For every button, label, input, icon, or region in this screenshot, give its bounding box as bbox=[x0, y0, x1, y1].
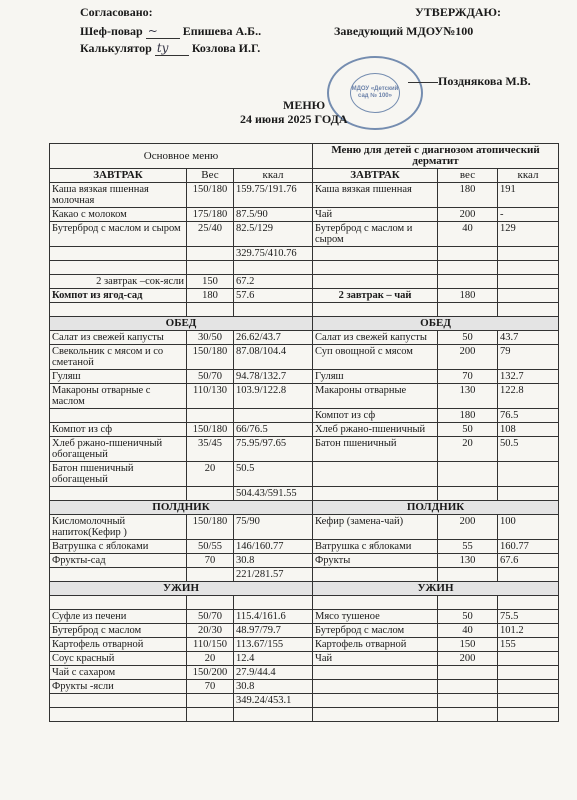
table-cell: 200 bbox=[438, 515, 498, 540]
table-row bbox=[50, 222, 559, 247]
table-cell bbox=[498, 568, 559, 582]
column-header-row bbox=[50, 169, 559, 183]
table-cell: Чай bbox=[313, 208, 438, 222]
table-cell: Бутерброд с маслом bbox=[50, 624, 187, 638]
table-cell: 50/70 bbox=[187, 610, 234, 624]
table-cell: Салат из свежей капусты bbox=[50, 331, 187, 345]
table-cell bbox=[498, 487, 559, 501]
chef-label: Шеф-повар bbox=[80, 24, 143, 38]
dinner-title-right: УЖИН bbox=[313, 582, 559, 596]
table-cell: 20 bbox=[187, 462, 234, 487]
table-cell: Гуляш bbox=[313, 370, 438, 384]
menu-table bbox=[49, 143, 559, 722]
table-cell bbox=[313, 261, 438, 275]
director-name: Позднякова М.В. bbox=[438, 74, 531, 88]
table-row bbox=[50, 208, 559, 222]
table-cell bbox=[50, 708, 187, 722]
table-cell bbox=[498, 652, 559, 666]
table-cell: 48.97/79.7 bbox=[234, 624, 313, 638]
table-cell: 66/76.5 bbox=[234, 423, 313, 437]
table-cell bbox=[438, 666, 498, 680]
table-cell: 115.4/161.6 bbox=[234, 610, 313, 624]
table-row bbox=[50, 666, 559, 680]
menu-title: МЕНЮ bbox=[283, 98, 326, 112]
approved-label: Согласовано: bbox=[80, 5, 153, 19]
table-cell: Макароны отварные bbox=[313, 384, 438, 409]
table-cell: 70 bbox=[187, 554, 234, 568]
table-cell: Ватрушка с яблоками bbox=[313, 540, 438, 554]
table-cell: 87.08/104.4 bbox=[234, 345, 313, 370]
table-cell bbox=[438, 247, 498, 261]
table-cell: Фрукты -ясли bbox=[50, 680, 187, 694]
table-cell bbox=[498, 680, 559, 694]
table-cell bbox=[438, 261, 498, 275]
snack-section-header bbox=[50, 501, 559, 515]
table-cell bbox=[498, 708, 559, 722]
table-cell: 504.43/591.55 bbox=[234, 487, 313, 501]
table-cell bbox=[313, 275, 438, 289]
table-cell: 100 bbox=[498, 515, 559, 540]
table-cell: Какао с молоком bbox=[50, 208, 187, 222]
table-cell bbox=[234, 261, 313, 275]
table-row bbox=[50, 652, 559, 666]
table-cell: 108 bbox=[498, 423, 559, 437]
col-header-diet-kcal: ккал bbox=[498, 169, 559, 183]
table-row bbox=[50, 409, 559, 423]
table-cell: Свекольник с мясом и со сметаной bbox=[50, 345, 187, 370]
table-cell bbox=[438, 462, 498, 487]
table-cell: 75/90 bbox=[234, 515, 313, 540]
table-cell: Батон пшеничный bbox=[313, 437, 438, 462]
table-cell: Чай с сахаром bbox=[50, 666, 187, 680]
chef-signature: ~ bbox=[146, 28, 180, 39]
table-cell: 50 bbox=[438, 331, 498, 345]
table-cell: Суфле из печени bbox=[50, 610, 187, 624]
table-row bbox=[50, 462, 559, 487]
table-cell: 79 bbox=[498, 345, 559, 370]
table-row bbox=[50, 624, 559, 638]
table-cell: 101.2 bbox=[498, 624, 559, 638]
table-cell bbox=[313, 680, 438, 694]
table-cell bbox=[313, 247, 438, 261]
director-label: Заведующий МДОУ№100 bbox=[334, 24, 474, 38]
table-cell: 110/150 bbox=[187, 638, 234, 652]
confirm-label: УТВЕРЖДАЮ: bbox=[415, 5, 502, 19]
table-cell: 200 bbox=[438, 345, 498, 370]
table-row bbox=[50, 275, 559, 289]
table-cell bbox=[234, 708, 313, 722]
table-cell: 70 bbox=[438, 370, 498, 384]
table-cell: 87.5/90 bbox=[234, 208, 313, 222]
table-row bbox=[50, 289, 559, 303]
table-row bbox=[50, 261, 559, 275]
table-cell bbox=[498, 666, 559, 680]
table-cell: 180 bbox=[438, 409, 498, 423]
table-cell bbox=[187, 247, 234, 261]
table-cell bbox=[498, 275, 559, 289]
table-row bbox=[50, 554, 559, 568]
table-cell: 76.5 bbox=[498, 409, 559, 423]
table-cell: 27.9/44.4 bbox=[234, 666, 313, 680]
table-cell: 122.8 bbox=[498, 384, 559, 409]
table-cell bbox=[187, 303, 234, 317]
table-cell: 50/70 bbox=[187, 370, 234, 384]
table-cell: 150 bbox=[438, 638, 498, 652]
table-row bbox=[50, 596, 559, 610]
table-cell: 75.95/97.65 bbox=[234, 437, 313, 462]
table-cell: 200 bbox=[438, 652, 498, 666]
table-cell: 130 bbox=[438, 384, 498, 409]
table-cell: 40 bbox=[438, 624, 498, 638]
table-cell: 40 bbox=[438, 222, 498, 247]
table-cell: Картофель отварной bbox=[50, 638, 187, 652]
table-cell: 150/200 bbox=[187, 666, 234, 680]
table-row bbox=[50, 384, 559, 409]
table-cell: 26.62/43.7 bbox=[234, 331, 313, 345]
table-cell bbox=[498, 247, 559, 261]
table-cell: Мясо тушеное bbox=[313, 610, 438, 624]
calc-line bbox=[80, 41, 260, 56]
table-cell: 35/45 bbox=[187, 437, 234, 462]
main-menu-title: Основное меню bbox=[50, 144, 313, 169]
table-row bbox=[50, 303, 559, 317]
table-cell: Фрукты-сад bbox=[50, 554, 187, 568]
calc-name: Козлова И.Г. bbox=[191, 41, 261, 55]
table-cell: 50 bbox=[438, 610, 498, 624]
table-cell: 70 bbox=[187, 680, 234, 694]
table-row bbox=[50, 680, 559, 694]
table-cell: 180 bbox=[438, 183, 498, 208]
table-cell: 146/160.77 bbox=[234, 540, 313, 554]
table-cell: 180 bbox=[438, 289, 498, 303]
table-cell: 20/30 bbox=[187, 624, 234, 638]
table-cell bbox=[234, 409, 313, 423]
table-cell: 130 bbox=[438, 554, 498, 568]
table-cell: Кефир (замена-чай) bbox=[313, 515, 438, 540]
table-cell: 57.6 bbox=[234, 289, 313, 303]
table-cell bbox=[313, 596, 438, 610]
table-cell: 12.4 bbox=[234, 652, 313, 666]
table-row bbox=[50, 708, 559, 722]
table-cell bbox=[438, 680, 498, 694]
table-cell bbox=[187, 487, 234, 501]
table-cell: 50/55 bbox=[187, 540, 234, 554]
table-row bbox=[50, 331, 559, 345]
table-cell: 150/180 bbox=[187, 183, 234, 208]
table-cell bbox=[50, 247, 187, 261]
table-cell bbox=[313, 303, 438, 317]
menu-titles-row bbox=[50, 144, 559, 169]
table-row bbox=[50, 487, 559, 501]
table-cell bbox=[234, 596, 313, 610]
table-cell: 150/180 bbox=[187, 515, 234, 540]
table-cell bbox=[50, 596, 187, 610]
table-cell: 180 bbox=[187, 289, 234, 303]
table-row bbox=[50, 370, 559, 384]
table-cell bbox=[438, 694, 498, 708]
table-cell: 221/281.57 bbox=[234, 568, 313, 582]
table-cell: 50.5 bbox=[234, 462, 313, 487]
table-row bbox=[50, 345, 559, 370]
table-cell: Бутерброд с маслом bbox=[313, 624, 438, 638]
calc-label: Калькулятор bbox=[80, 41, 152, 55]
table-cell bbox=[438, 596, 498, 610]
table-cell: 150/180 bbox=[187, 423, 234, 437]
table-cell: 55 bbox=[438, 540, 498, 554]
table-cell bbox=[438, 303, 498, 317]
table-cell: 67.2 bbox=[234, 275, 313, 289]
table-cell: 103.9/122.8 bbox=[234, 384, 313, 409]
chef-line bbox=[80, 24, 261, 39]
table-cell: 20 bbox=[438, 437, 498, 462]
table-cell bbox=[50, 568, 187, 582]
table-cell: 2 завтрак – чай bbox=[313, 289, 438, 303]
table-cell bbox=[313, 708, 438, 722]
table-cell bbox=[187, 409, 234, 423]
table-cell bbox=[50, 261, 187, 275]
col-header-meal: ЗАВТРАК bbox=[50, 169, 187, 183]
calc-signature: ty bbox=[155, 45, 189, 56]
table-row bbox=[50, 568, 559, 582]
table-cell: Хлеб ржано-пшеничный bbox=[313, 423, 438, 437]
snack-title-left: ПОЛДНИК bbox=[50, 501, 313, 515]
table-cell: Компот из сф bbox=[313, 409, 438, 423]
table-row bbox=[50, 540, 559, 554]
table-cell: 155 bbox=[498, 638, 559, 652]
lunch-section-header bbox=[50, 317, 559, 331]
table-cell: Картофель отварной bbox=[313, 638, 438, 652]
table-cell: 191 bbox=[498, 183, 559, 208]
table-cell bbox=[187, 694, 234, 708]
snack-title-right: ПОЛДНИК bbox=[313, 501, 559, 515]
table-cell bbox=[313, 487, 438, 501]
table-cell: Бутерброд с маслом и сыром bbox=[50, 222, 187, 247]
menu-date: 24 июня 2025 ГОДА bbox=[240, 112, 348, 126]
table-cell bbox=[438, 708, 498, 722]
table-cell: Чай bbox=[313, 652, 438, 666]
table-cell bbox=[313, 694, 438, 708]
table-cell: Компот из ягод-сад bbox=[50, 289, 187, 303]
table-cell: Хлеб ржано-пшеничный обогащеный bbox=[50, 437, 187, 462]
col-header-diet-weight: вес bbox=[438, 169, 498, 183]
table-cell: 50.5 bbox=[498, 437, 559, 462]
table-cell bbox=[234, 303, 313, 317]
table-cell: 50 bbox=[438, 423, 498, 437]
table-cell bbox=[438, 487, 498, 501]
table-cell: 30.8 bbox=[234, 554, 313, 568]
table-cell: Каша вязкая пшенная bbox=[313, 183, 438, 208]
stamp-inner bbox=[350, 73, 400, 113]
table-cell: 150 bbox=[187, 275, 234, 289]
table-cell: 94.78/132.7 bbox=[234, 370, 313, 384]
table-cell: 30/50 bbox=[187, 331, 234, 345]
table-cell: Каша вязкая пшенная молочная bbox=[50, 183, 187, 208]
table-cell bbox=[50, 694, 187, 708]
col-header-weight: Вес bbox=[187, 169, 234, 183]
table-cell bbox=[50, 487, 187, 501]
table-cell: 82.5/129 bbox=[234, 222, 313, 247]
table-cell: 159.75/191.76 bbox=[234, 183, 313, 208]
table-cell: Салат из свежей капусты bbox=[313, 331, 438, 345]
table-cell: Соус красный bbox=[50, 652, 187, 666]
table-cell: 67.6 bbox=[498, 554, 559, 568]
table-row bbox=[50, 437, 559, 462]
table-cell bbox=[313, 568, 438, 582]
table-cell bbox=[50, 409, 187, 423]
table-cell: Бутерброд с маслом и сыром bbox=[313, 222, 438, 247]
table-row bbox=[50, 638, 559, 652]
table-cell bbox=[498, 694, 559, 708]
col-header-diet-meal: ЗАВТРАК bbox=[313, 169, 438, 183]
table-cell bbox=[187, 261, 234, 275]
diet-menu-title: Меню для детей с диагнозом атопический дерматит bbox=[313, 144, 559, 169]
table-cell: 75.5 bbox=[498, 610, 559, 624]
table-cell: 43.7 bbox=[498, 331, 559, 345]
table-row bbox=[50, 183, 559, 208]
table-row bbox=[50, 694, 559, 708]
table-cell: 25/40 bbox=[187, 222, 234, 247]
table-cell: - bbox=[498, 208, 559, 222]
table-cell bbox=[438, 275, 498, 289]
chef-name: Епишева А.Б.. bbox=[182, 24, 262, 38]
table-cell: 20 bbox=[187, 652, 234, 666]
table-cell: Суп овощной с мясом bbox=[313, 345, 438, 370]
table-cell: Компот из сф bbox=[50, 423, 187, 437]
table-cell: 30.8 bbox=[234, 680, 313, 694]
table-cell bbox=[498, 462, 559, 487]
table-cell: Гуляш bbox=[50, 370, 187, 384]
table-row bbox=[50, 515, 559, 540]
stamp-text: МДОУ «Детский сад № 100» bbox=[351, 86, 399, 99]
lunch-title-right: ОБЕД bbox=[313, 317, 559, 331]
table-cell: 175/180 bbox=[187, 208, 234, 222]
table-cell bbox=[187, 596, 234, 610]
table-cell: 160.77 bbox=[498, 540, 559, 554]
table-cell bbox=[498, 261, 559, 275]
table-row bbox=[50, 247, 559, 261]
dinner-title-left: УЖИН bbox=[50, 582, 313, 596]
table-cell: 132.7 bbox=[498, 370, 559, 384]
dinner-section-header bbox=[50, 582, 559, 596]
table-cell bbox=[187, 568, 234, 582]
col-header-kcal: ккал bbox=[234, 169, 313, 183]
table-cell: 150/180 bbox=[187, 345, 234, 370]
table-cell: Макароны отварные с маслом bbox=[50, 384, 187, 409]
table-cell: 200 bbox=[438, 208, 498, 222]
table-row bbox=[50, 423, 559, 437]
table-cell: Батон пшеничный обогащеный bbox=[50, 462, 187, 487]
table-cell bbox=[187, 708, 234, 722]
table-cell bbox=[438, 568, 498, 582]
table-cell: 129 bbox=[498, 222, 559, 247]
table-cell: 113.67/155 bbox=[234, 638, 313, 652]
table-cell: 349.24/453.1 bbox=[234, 694, 313, 708]
table-cell bbox=[498, 303, 559, 317]
table-cell: Фрукты bbox=[313, 554, 438, 568]
table-cell bbox=[498, 596, 559, 610]
table-cell: 110/130 bbox=[187, 384, 234, 409]
table-cell: Ватрушка с яблоками bbox=[50, 540, 187, 554]
table-row bbox=[50, 610, 559, 624]
table-cell: 2 завтрак –сок-ясли bbox=[50, 275, 187, 289]
table-cell: 329.75/410.76 bbox=[234, 247, 313, 261]
table-cell: Кисломолочный напиток(Кефир ) bbox=[50, 515, 187, 540]
table-cell bbox=[313, 462, 438, 487]
director-signature bbox=[408, 70, 438, 83]
table-cell bbox=[50, 303, 187, 317]
table-cell bbox=[498, 289, 559, 303]
table-cell bbox=[313, 666, 438, 680]
lunch-title-left: ОБЕД bbox=[50, 317, 313, 331]
